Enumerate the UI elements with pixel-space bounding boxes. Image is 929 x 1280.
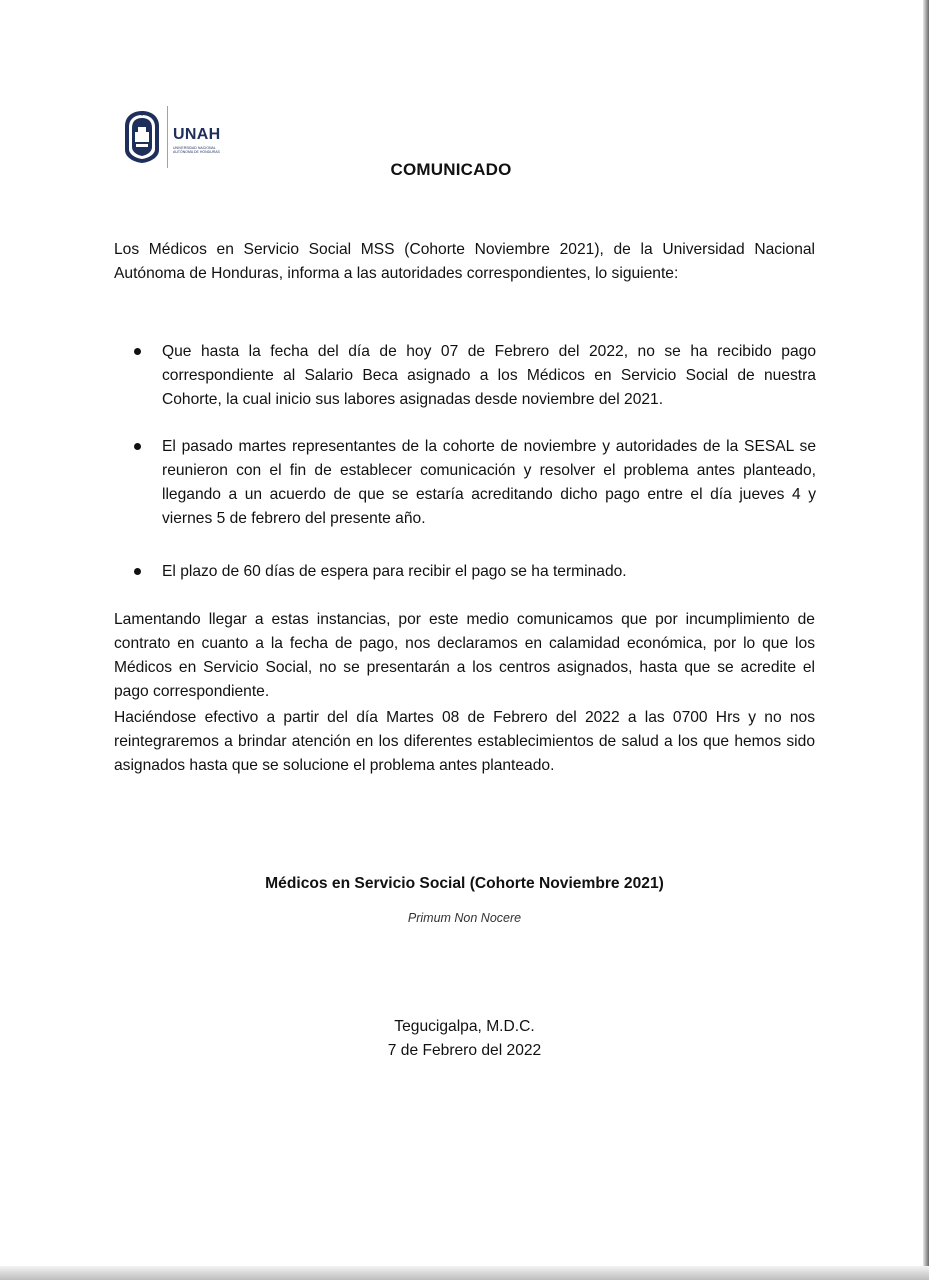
list-item-text: El plazo de 60 días de espera para recibir el pago se ha terminado. [162, 563, 627, 580]
signature: Médicos en Servicio Social (Cohorte Noviembre 2021) [265, 875, 664, 892]
bullet-icon [134, 348, 141, 355]
logo-name: UNAH [173, 126, 221, 143]
page-edge-shadow [923, 0, 929, 1280]
unah-logo [123, 106, 233, 166]
document-title: COMUNICADO [390, 160, 512, 179]
list-item [130, 435, 816, 531]
bullet-icon [134, 443, 141, 450]
effective-paragraph: Haciéndose efectivo a partir del día Martes 08 de Febrero del 2022 a las 0700 Hrs y no nos reintegraremos a brindar atención en los diferentes establecimientos de salud a los que hemos sido asignados hasta que se solucione el problema antes planteado. [114, 709, 815, 774]
list-item [130, 340, 816, 412]
unah-seal-icon [123, 110, 161, 164]
intro-paragraph: Los Médicos en Servicio Social MSS (Cohorte Noviembre 2021), de la Universidad Nacional Autónoma de Honduras, informa a las autoridades correspondientes, lo siguiente: [114, 241, 815, 282]
page-bottom-shadow [0, 1266, 929, 1280]
list-item [130, 560, 816, 584]
place: Tegucigalpa, M.D.C. [394, 1018, 535, 1035]
bullet-icon [134, 568, 141, 575]
closing-paragraph: Lamentando llegar a estas instancias, por este medio comunicamos que por incumplimiento de contrato en cuanto a la fecha de pago, nos declaramos en calamidad económica, por lo que los Médicos en Servicio Social, no se presentarán a los centros asignados, hasta que se acredite el pago correspondiente. [114, 611, 815, 700]
logo-subtitle: UNIVERSIDAD NACIONAL AUTÓNOMA DE HONDURAS [173, 146, 220, 154]
date: 7 de Febrero del 2022 [387, 1042, 542, 1059]
list-item-text: Que hasta la fecha del día de hoy 07 de Febrero del 2022, no se ha recibido pago correspondiente al Salario Beca asignado a los Médicos en Servicio Social de nuestra Cohorte, la cual inicio sus labores asignadas desde noviembre del 2021. [162, 343, 816, 408]
motto: Primum Non Nocere [407, 911, 522, 925]
list-item-text: El pasado martes representantes de la cohorte de noviembre y autoridades de la SESAL se reunieron con el fin de establecer comunicación y resolver el problema antes planteado, llegando a un acuerdo de que se estaría acreditando dicho pago entre el día jueves 4 y viernes 5 de febrero del presente año. [162, 438, 816, 527]
place-date-block [0, 1015, 929, 1063]
logo-divider [167, 106, 168, 168]
